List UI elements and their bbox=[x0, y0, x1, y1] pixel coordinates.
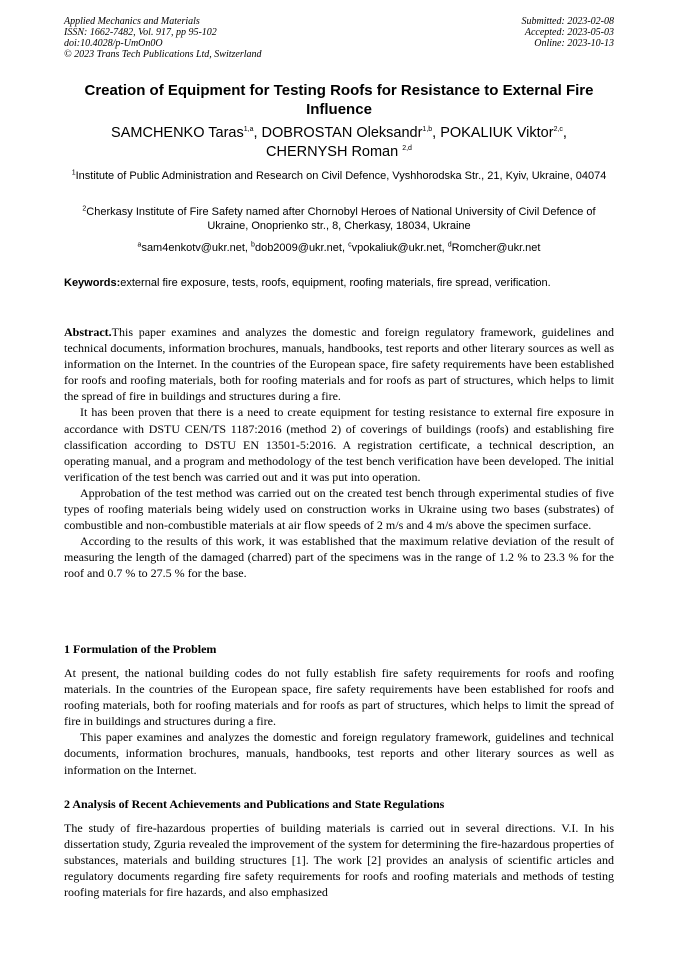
online-date: Online: 2023-10-13 bbox=[534, 38, 614, 49]
keywords-text: external fire exposure, tests, roofs, equipment, roofing materials, fire spread, verification. bbox=[120, 277, 551, 289]
author-separator: , bbox=[562, 125, 567, 141]
author-separator: , bbox=[432, 125, 441, 141]
paper-title: Creation of Equipment for Testing Roofs for Resistance to External Fire Influence bbox=[84, 82, 594, 118]
email-sup: b bbox=[251, 241, 255, 249]
issn: ISSN: 1662-7482, Vol. 917, pp 95-102 bbox=[64, 27, 217, 38]
abstract-text: This paper examines and analyzes the domestic and foreign regulatory framework, guidelines and technical documents, information brochures, manuals, handbooks, test reports and other literary sources as well as information on the Internet. In the countries of the European space, fire safety requirements have been established for roofs and roofing materials, both for roofing materials and for roofs as part of structures, which helps to limit the spread of fire in buildings and structures during a fire. bbox=[64, 325, 614, 404]
author-name: POKALIUK Viktor bbox=[440, 125, 554, 141]
affiliation-1 bbox=[64, 169, 614, 183]
section-heading: 1 Formulation of the Problem bbox=[64, 642, 217, 656]
author-separator: , bbox=[253, 125, 262, 141]
keywords bbox=[64, 276, 614, 290]
abstract bbox=[64, 324, 614, 582]
affiliation-sup: 1 bbox=[71, 169, 76, 177]
body-paragraph: At present, the national building codes do not fully establish fire safety requirements for roofs and roofing materials. In the countries of the European space, fire safety requirements have been established for roofs and roofing materials, both for roofing materials and for roofs as part of structures, which helps to limit the spread of fire in buildings and structures during a fire. bbox=[64, 666, 614, 729]
author-name: DOBROSTAN Oleksandr bbox=[261, 125, 423, 141]
journal-name: Applied Mechanics and Materials bbox=[64, 16, 200, 27]
author-affil-sup: 1,a bbox=[243, 126, 254, 134]
submitted-date: Submitted: 2023-02-08 bbox=[521, 16, 614, 27]
author-affil-sup: 2,c bbox=[553, 126, 563, 134]
section-heading: 2 Analysis of Recent Achievements and Publications and State Regulations bbox=[64, 797, 445, 811]
doi: doi:10.4028/p-UmOn0O bbox=[64, 38, 163, 49]
abstract-paragraph: Approbation of the test method was carried out on the created test bench through experimental studies of five types of roofing materials being widely used on construction works in Ukraine using two bases (substrates) of combustible and non-combustible materials at air flow speeds of 2 m/s and 4 m/s above the specimen surface. bbox=[64, 485, 614, 533]
email-link[interactable]: sam4enkotv@ukr.net, bbox=[141, 242, 252, 254]
abstract-paragraph: According to the results of this work, it was established that the maximum relative deviation of the result of measuring the length of the damaged (charred) part of the specimens was in the range of 1.2 % to 23.3 % for the roof and 0.7 % to 27.5 % for the base. bbox=[64, 534, 614, 581]
author-affil-sup: 2,d bbox=[402, 145, 412, 153]
author-list bbox=[64, 124, 614, 162]
email-sup: d bbox=[447, 241, 452, 249]
keywords-label: Keywords: bbox=[64, 277, 121, 289]
section-body bbox=[64, 665, 614, 778]
email-link[interactable]: Romcher@ukr.net bbox=[451, 242, 541, 254]
accepted-date: Accepted: 2023-05-03 bbox=[524, 27, 614, 38]
body-paragraph: This paper examines and analyzes the domestic and foreign regulatory framework, guidelines and technical documents, information brochures, manuals, handbooks, test reports and other literary sources as well as information on the Internet. bbox=[64, 730, 614, 777]
author-name: CHERNYSH Roman bbox=[266, 144, 403, 160]
author-name: SAMCHENKO Taras bbox=[111, 125, 244, 141]
abstract-label: Abstract. bbox=[64, 325, 112, 339]
affiliation-text: Institute of Public Administration and Research on Civil Defence, Vyshhorodska Str., 21, Kyiv, Ukraine, 04074 bbox=[75, 170, 607, 182]
email-link[interactable]: vpokaliuk@ukr.net, bbox=[351, 242, 448, 254]
email-list bbox=[64, 241, 614, 255]
body-paragraph: The study of fire-hazardous properties of building materials is carried out in several directions. V.I. In his dissertation study, Zguria revealed the improvement of the system for determining the fire-hazardous properties of substances, materials and building structures [1]. The work [2] provides an analysis of scientific articles and regulatory documents regarding fire safety requirements for roofs and roofing materials and methods of testing roofing materials for fire hazards, and also emphasized bbox=[64, 821, 614, 900]
abstract-paragraph: It has been proven that there is a need to create equipment for testing resistance to external fire exposure in accordance with DSTU CEN/TS 1187:2016 (method 2) of coverings of buildings (roofs) and establishing fire classification according to DSTU EN 13501-5:2016. A registration certificate, a technical description, an operating manual, and a program and methodology of the test bench verification have been developed. The initial verification of the test bench was carried out and it was put into operation. bbox=[64, 405, 614, 484]
email-sup: c bbox=[348, 241, 352, 249]
affiliation-text: Cherkasy Institute of Fire Safety named after Chornobyl Heroes of National University of Civil Defence of Ukraine, Onoprienko str., 8, Cherkasy, 18034, Ukraine bbox=[86, 206, 596, 232]
email-sup: a bbox=[137, 241, 142, 249]
affiliation-2 bbox=[64, 205, 614, 233]
journal-header bbox=[64, 16, 262, 60]
email-link[interactable]: dob2009@ukr.net, bbox=[254, 242, 349, 254]
abstract-paragraph bbox=[64, 324, 614, 404]
copyright: © 2023 Trans Tech Publications Ltd, Switzerland bbox=[64, 49, 262, 60]
affiliation-sup: 2 bbox=[82, 205, 87, 213]
author-affil-sup: 1,b bbox=[422, 126, 433, 134]
dates-header bbox=[522, 16, 615, 49]
section-body bbox=[64, 820, 614, 900]
